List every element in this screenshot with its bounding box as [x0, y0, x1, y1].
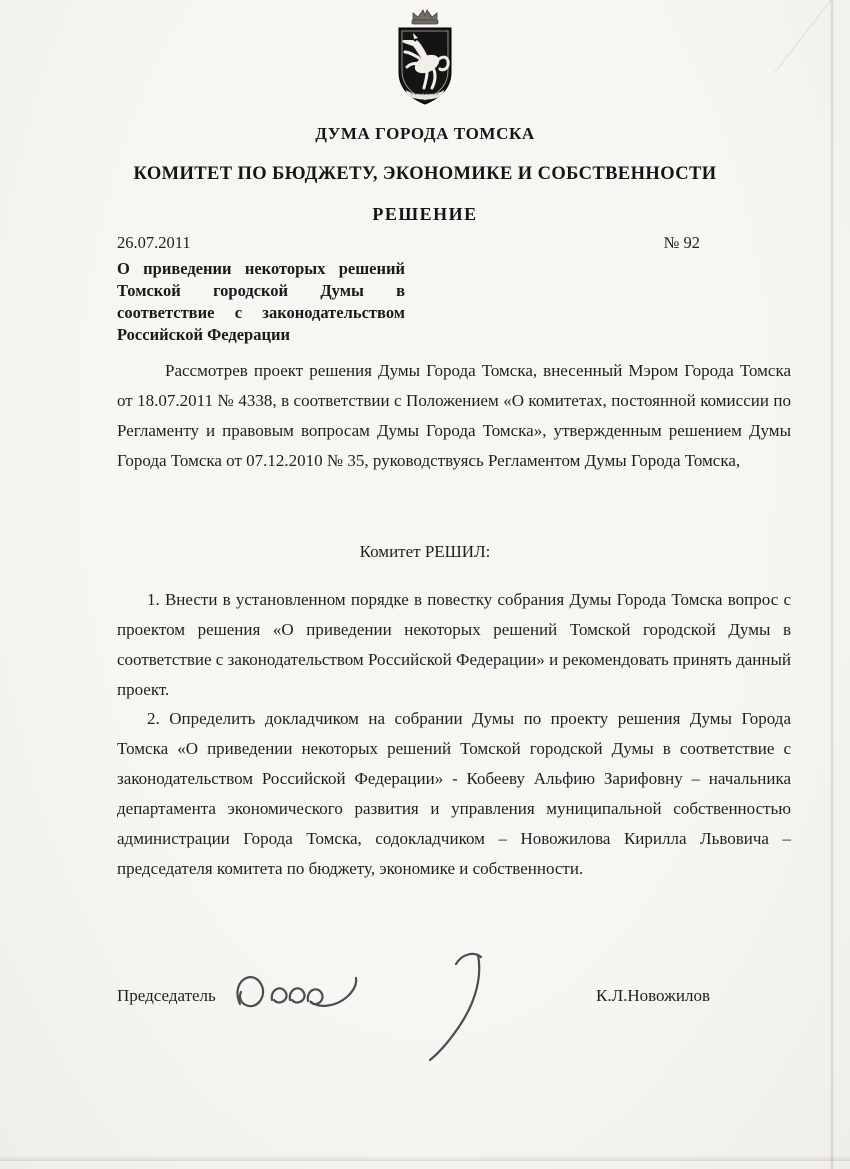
- organization-name: ДУМА ГОРОДА ТОМСКА: [315, 124, 535, 143]
- resolution-heading: Комитет РЕШИЛ:: [359, 542, 491, 561]
- preamble-paragraph: Рассмотрев проект решения Думы Города Томска, внесенный Мэром Города Томска от 18.07.2011 № 4338, в соответствии с Положением «О комитетах, постоянной комиссии по Регламенту и правовым вопросам Думы Города Томска», утвержденным решением Думы Города Томска от 07.12.2010 № 35, руководствуясь Регламентом Думы Города Томска,: [117, 361, 791, 470]
- signer-role: Председатель: [117, 986, 216, 1005]
- subject-line: Российской Федерации: [117, 325, 290, 344]
- date-number-row: [117, 233, 700, 253]
- document-subject: [117, 258, 405, 346]
- tomsk-coat-of-arms-icon: [390, 6, 460, 123]
- signature-scribble-icon: [218, 942, 518, 1082]
- document-date: 26.07.2011: [117, 233, 191, 252]
- resolution-item-1: 1. Внести в установленном порядке в повестку собрания Думы Города Томска вопрос с проектом решения «О приведении некоторых решений Томской городской Думы в соответствие с законодательством Российской Федерации» и рекомендовать принять данный проект.: [117, 590, 791, 699]
- committee-name: КОМИТЕТ ПО БЮДЖЕТУ, ЭКОНОМИКЕ И СОБСТВЕННОСТИ: [133, 164, 717, 184]
- subject-line: соответствие с законодательством: [117, 303, 405, 322]
- crown-icon: [412, 10, 438, 24]
- scan-artifact-bottom-edge: [0, 1156, 850, 1161]
- document-number: № 92: [663, 233, 700, 252]
- resolution-item-2: 2. Определить докладчиком на собрании Думы по проекту решения Думы Города Томска «О приведении некоторых решений Томской городской Думы в соответствие с законодательством Российской Федерации» - Кобееву Альфию Зарифовну – начальника департамента экономического развития и управления муниципальной собственностью администрации Города Томска, содокладчиком – Новожилова Кирилла Львовича – председателя комитета по бюджету, экономике и собственности.: [117, 709, 791, 878]
- coat-of-arms-svg: [390, 6, 460, 118]
- subject-line: Томской городской Думы в: [117, 281, 405, 300]
- scan-artifact-crease: [774, 0, 833, 73]
- document-type-title: РЕШЕНИЕ: [372, 204, 478, 224]
- signer-name: К.Л.Новожилов: [596, 986, 710, 1005]
- subject-line: О приведении некоторых решений: [117, 259, 405, 278]
